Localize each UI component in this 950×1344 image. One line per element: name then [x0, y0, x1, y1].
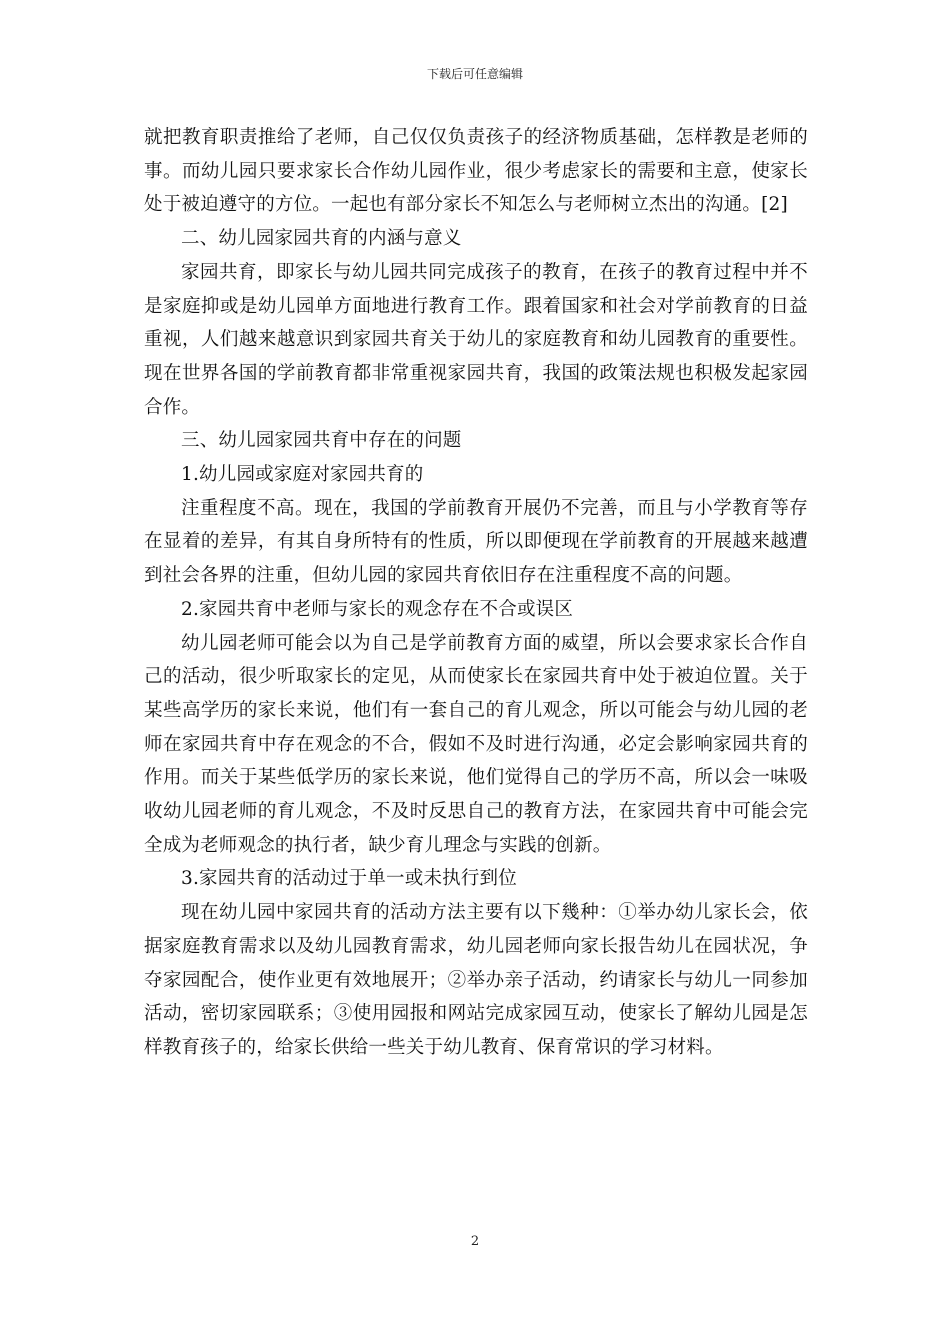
paragraph-continuation: 就把教育职责推给了老师，自己仅仅负责孩子的经济物质基础，怎样教是老师的事。而幼儿园只要求家长合作幼儿园作业，很少考虑家长的需要和主意，使家长处于被迫遵守的方位。一起也有部分家长不知怎么与老师树立杰出的沟通。[2] [144, 127, 808, 216]
section-heading-3: 三、幼儿园家园共育中存在的问题 [181, 430, 462, 452]
paragraph-issue-1: 注重程度不高。现在，我国的学前教育开展仍不完善，而且与小学教育等存在显着的差异，有其自身所特有的性质，所以即便现在学前教育的开展越来越遭到社会各界的注重，但幼儿园的家园共育依旧存在注重程度不高的问题。 [144, 497, 808, 587]
subheading-1: 1.幼儿园或家庭对家园共育的 [181, 464, 424, 486]
subheading-2: 2.家园共育中老师与家长的观念存在不合或误区 [181, 598, 574, 620]
paragraph-issue-3: 现在幼儿园中家园共育的活动方法主要有以下幾种：①举办幼儿家长会，依据家庭教育需求以及幼儿园教育需求，幼儿园老师向家长报告幼儿在园状况，争夺家园配合，使作业更有效地展开；②举办亲子活动，约请家长与幼儿一同参加活动，密切家园联系；③使用园报和网站完成家园互动，使家长了解幼儿园是怎样教育孩子的，给家长供给一些关于幼儿教育、保育常识的学习材料。 [144, 902, 808, 1058]
section-heading-2: 二、幼儿园家园共育的内涵与意义 [181, 228, 462, 250]
paragraph-issue-2: 幼儿园老师可能会以为自己是学前教育方面的威望，所以会要求家长合作自己的活动，很少听取家长的定见，从而使家长在家园共育中处于被迫位置。关于某些高学历的家长来说，他们有一套自己的育儿观念，所以可能会与幼儿园的老师在家园共育中存在观念的不合，假如不及时进行沟通，必定会影响家园共育的作用。而关于某些低学历的家长来说，他们觉得自己的学历不高，所以会一味吸收幼儿园老师的育儿观念，不及时反思自己的教育方法，在家园共育中可能会完全成为老师观念的执行者，缺少育儿理念与实践的创新。 [144, 632, 808, 856]
page-number: 2 [470, 1234, 480, 1249]
paragraph-definition: 家园共育，即家长与幼儿园共同完成孩子的教育，在孩子的教育过程中并不是家庭抑或是幼儿园单方面地进行教育工作。跟着国家和社会对学前教育的日益重视，人们越来越意识到家园共育关于幼儿的家庭教育和幼儿园教育的重要性。现在世界各国的学前教育都非常重视家园共育，我国的政策法规也积极发起家园合作。 [144, 261, 808, 418]
page-header: 下载后可任意编辑 [426, 67, 523, 81]
subheading-3: 3.家园共育的活动过于单一或未执行到位 [181, 868, 517, 890]
body-text [144, 121, 808, 1065]
